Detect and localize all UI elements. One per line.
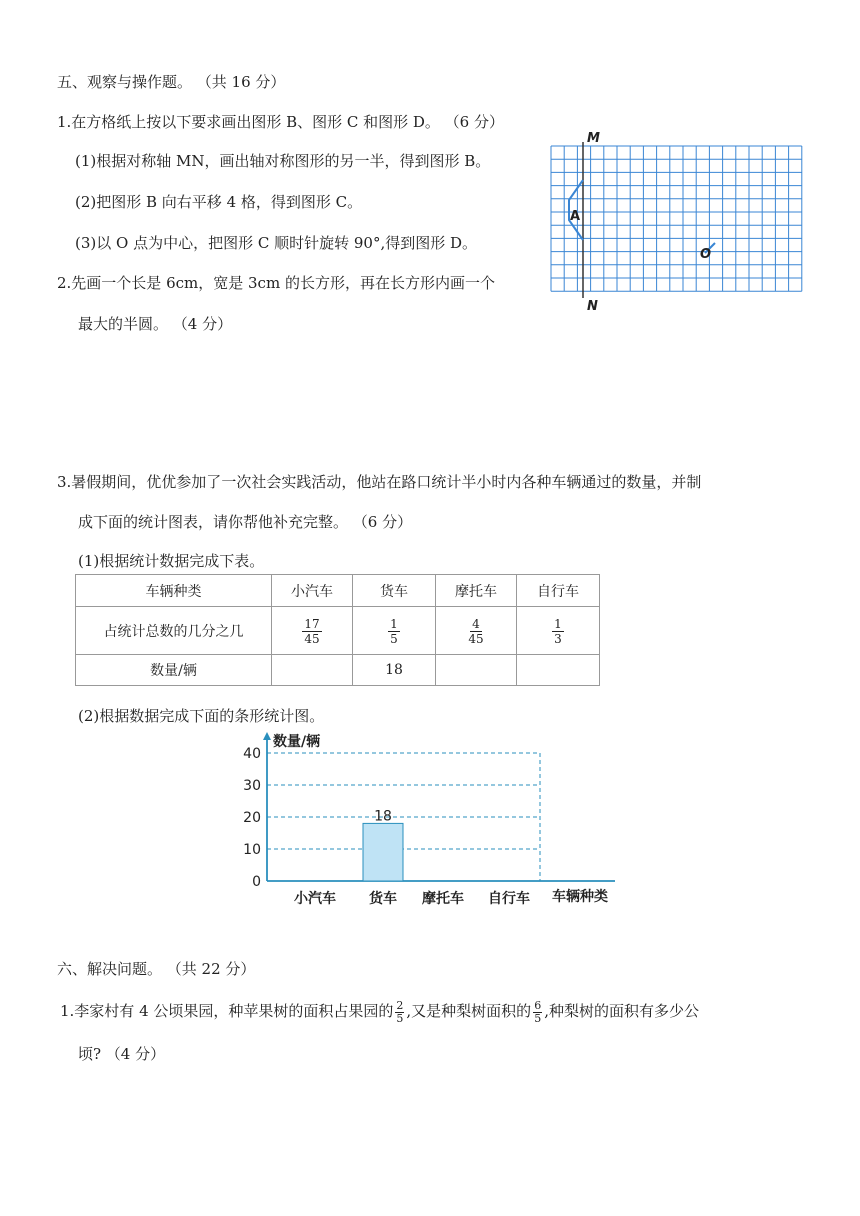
table-row bbox=[76, 607, 600, 655]
fraction-numerator: 1 bbox=[390, 616, 398, 631]
bar-data-label: 18 bbox=[374, 808, 392, 825]
q1-text: 1.在方格纸上按以下要求画出图形 B、图形 C 和图形 D。 （6 分） bbox=[57, 113, 504, 131]
y-axis-arrow bbox=[263, 732, 271, 740]
q2-line1: 2.先画一个长是 6cm，宽是 3cm 的长方形，再在长方形内画一个 bbox=[57, 274, 495, 292]
q1-sub3: (3)以 O 点为中心，把图形 C 顺时针旋转 90°,得到图形 D。 bbox=[75, 234, 478, 252]
q3-line1: 3.暑假期间，优优参加了一次社会实践活动，他站在路口统计半小时内各种车辆通过的数量，并制 bbox=[57, 473, 702, 491]
row-label: 占统计总数的几分之几 bbox=[76, 607, 272, 655]
label-o: O bbox=[700, 247, 712, 262]
x-tick-label: 自行车 bbox=[488, 891, 530, 907]
grid-paper bbox=[545, 128, 805, 313]
y-tick-label: 40 bbox=[243, 746, 261, 762]
table-row bbox=[76, 655, 600, 686]
q1-sub2: (2)把图形 B 向右平移 4 格，得到图形 C。 bbox=[75, 193, 363, 211]
table-header-row bbox=[76, 575, 600, 607]
s6-q1-part2: ,又是种梨树面积的 bbox=[406, 1002, 532, 1020]
fraction-denominator: 45 bbox=[304, 631, 320, 646]
table-header-cell: 自行车 bbox=[517, 575, 600, 607]
fraction-cell bbox=[353, 607, 436, 655]
fraction-numerator: 1 bbox=[554, 616, 562, 631]
section5-heading: 五、观察与操作题。 （共 16 分） bbox=[57, 73, 286, 91]
fraction-numerator: 4 bbox=[472, 616, 480, 631]
fraction-2-5 bbox=[395, 1000, 404, 1025]
y-axis-title: 数量/辆 bbox=[273, 734, 321, 750]
fraction-denominator: 45 bbox=[468, 631, 484, 646]
y-tick-label: 20 bbox=[243, 810, 261, 826]
fraction-denominator: 5 bbox=[396, 1011, 404, 1025]
y-tick-label: 0 bbox=[252, 874, 261, 890]
row-label: 数量/辆 bbox=[76, 655, 272, 686]
fraction-cell bbox=[517, 607, 600, 655]
stats-table bbox=[75, 574, 600, 686]
section6-heading: 六、解决问题。 （共 22 分） bbox=[57, 960, 256, 978]
bar bbox=[363, 823, 403, 881]
label-a: A bbox=[570, 209, 581, 224]
q3-line2: 成下面的统计图表，请你帮他补充完整。 （6 分） bbox=[78, 513, 413, 531]
fraction-denominator: 3 bbox=[554, 631, 562, 646]
quantity-cell bbox=[436, 655, 517, 686]
bar-chart bbox=[235, 728, 625, 908]
q2-line2: 最大的半圆。 （4 分） bbox=[78, 315, 233, 333]
fraction-numerator: 2 bbox=[396, 998, 404, 1012]
table-header-cell: 小汽车 bbox=[272, 575, 353, 607]
x-tick-label: 货车 bbox=[369, 891, 397, 907]
table-header-cell: 摩托车 bbox=[436, 575, 517, 607]
s6-q1-line1 bbox=[60, 997, 699, 1025]
x-tick-label: 小汽车 bbox=[294, 891, 336, 907]
label-n: N bbox=[587, 299, 598, 313]
y-tick-label: 10 bbox=[243, 842, 261, 858]
fraction-cell bbox=[272, 607, 353, 655]
q3-sub2: (2)根据数据完成下面的条形统计图。 bbox=[78, 707, 325, 725]
fraction-numerator: 17 bbox=[304, 616, 320, 631]
s6-q1-part3: ,种梨树的面积有多少公 bbox=[544, 1002, 699, 1020]
x-axis-title: 车辆种类 bbox=[552, 889, 608, 905]
s6-q1-line2: 顷? （4 分） bbox=[78, 1045, 166, 1063]
s6-q1-part1: 1.李家村有 4 公顷果园，种苹果树的面积占果园的 bbox=[60, 1002, 394, 1020]
table-header-cell: 车辆种类 bbox=[76, 575, 272, 607]
quantity-cell: 18 bbox=[353, 655, 436, 686]
label-m: M bbox=[587, 131, 600, 146]
fraction-numerator: 6 bbox=[534, 998, 542, 1012]
fraction-cell bbox=[436, 607, 517, 655]
fraction-denominator: 5 bbox=[390, 631, 398, 646]
x-tick-label: 摩托车 bbox=[422, 891, 464, 907]
quantity-cell bbox=[272, 655, 353, 686]
grid-lines bbox=[551, 146, 802, 291]
q1-sub1: (1)根据对称轴 MN，画出轴对称图形的另一半，得到图形 B。 bbox=[75, 152, 491, 170]
q3-sub1: (1)根据统计数据完成下表。 bbox=[78, 552, 265, 570]
fraction-denominator: 5 bbox=[534, 1011, 542, 1025]
quantity-cell bbox=[517, 655, 600, 686]
fraction-6-5 bbox=[533, 1000, 542, 1025]
y-tick-label: 30 bbox=[243, 778, 261, 794]
table-header-cell: 货车 bbox=[353, 575, 436, 607]
